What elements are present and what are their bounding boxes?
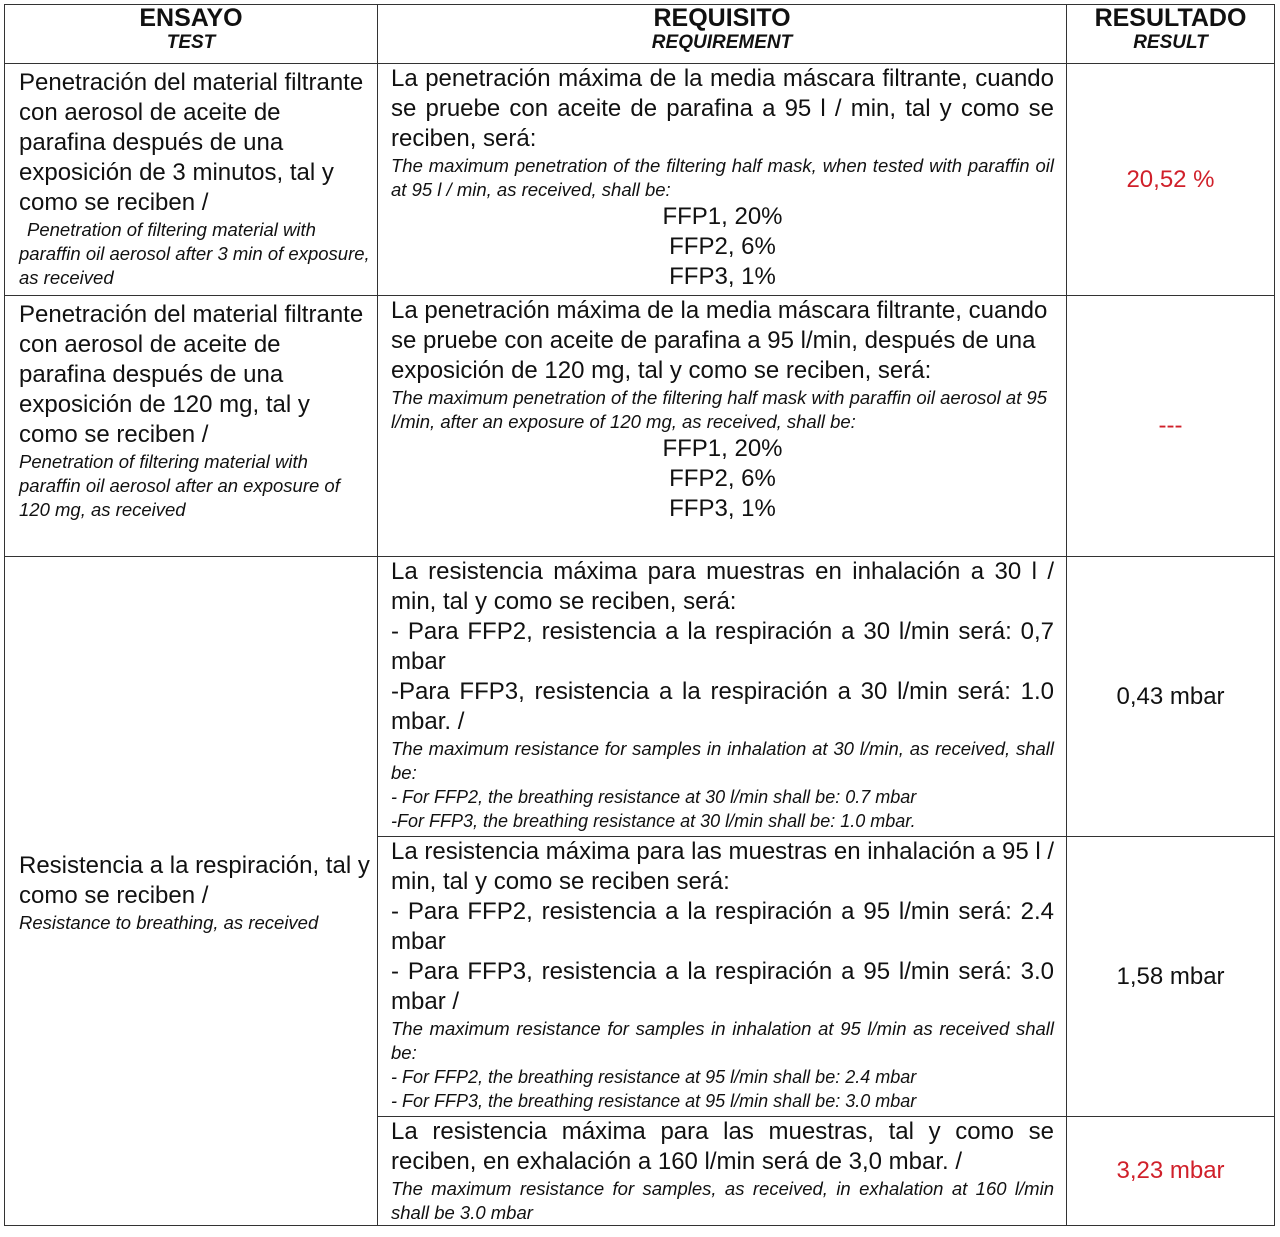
header-row — [5, 5, 1275, 64]
class-ffp1: FFP1, 20% — [662, 435, 783, 462]
result-cell: 20,52 % — [1067, 64, 1275, 296]
requirement-es-line: La resistencia máxima para las muestras en inhalación a 95 l / min, tal y como se reciben será: — [391, 838, 1054, 895]
requirement-es-line: - Para FFP2, resistencia a la respiración a 30 l/min será: 0,7 mbar — [391, 618, 1054, 675]
test-name-en: Penetration of filtering material with paraffin oil aerosol after an exposure of 120 mg, as received — [19, 451, 340, 520]
requirement-es: La penetración máxima de la media máscara filtrante, cuando se pruebe con aceite de parafina a 95 l / min, tal y como se reciben, será: — [391, 65, 1054, 152]
requirement-en-line: The maximum resistance for samples in inhalation at 30 l/min, as received, shall be: — [391, 738, 1054, 783]
requirement-es-line: -Para FFP3, resistencia a la respiración a 30 l/min será: 1.0 mbar. / — [391, 678, 1054, 735]
test-name-es: Penetración del material filtrante con aerosol de aceite de parafina después de una exposición de 120 mg, tal y como se reciben / — [19, 301, 364, 448]
result-cell: 0,43 mbar — [1067, 557, 1275, 837]
requirement-cell — [378, 64, 1067, 296]
result-cell: --- — [1067, 296, 1275, 557]
result-cell: 1,58 mbar — [1067, 837, 1275, 1117]
header-result-es: RESULTADO — [1094, 4, 1247, 32]
requirement-es-line: - Para FFP2, resistencia a la respiración a 95 l/min será: 2.4 mbar — [391, 898, 1054, 955]
test-results-table — [4, 4, 1275, 1226]
header-requirement-en: REQUIREMENT — [651, 32, 793, 53]
requirement-es-line: La resistencia máxima para las muestras, tal y como se reciben, en exhalación a 160 l/min será de 3,0 mbar. / — [391, 1118, 1054, 1175]
header-test — [5, 5, 378, 64]
header-test-en: TEST — [166, 32, 216, 53]
table-row — [5, 557, 1275, 837]
header-requirement — [378, 5, 1067, 64]
requirement-en-line: - For FFP2, the breathing resistance at 95 l/min shall be: 2.4 mbar — [391, 1067, 917, 1087]
requirement-cell — [378, 837, 1067, 1117]
header-requirement-es: REQUISITO — [653, 4, 791, 32]
header-result — [1067, 5, 1275, 64]
header-result-en: RESULT — [1133, 32, 1208, 53]
class-ffp3: FFP3, 1% — [669, 263, 776, 290]
class-ffp1: FFP1, 20% — [662, 203, 783, 230]
test-cell — [5, 64, 378, 296]
requirement-cell — [378, 1117, 1067, 1226]
class-ffp2: FFP2, 6% — [669, 233, 776, 260]
requirement-en: The maximum penetration of the filtering half mask with paraffin oil aerosol at 95 l/min, after an exposure of 120 mg, as received, shall be: — [391, 387, 1048, 432]
test-cell — [5, 557, 378, 1226]
requirement-en-line: The maximum resistance for samples, as received, in exhalation at 160 l/min shall be 3.0 mbar — [391, 1178, 1054, 1223]
header-test-es: ENSAYO — [139, 4, 243, 32]
test-name-en: Resistance to breathing, as received — [19, 912, 319, 933]
test-name-es: Resistencia a la respiración, tal y como se reciben / — [19, 852, 370, 909]
test-name-es: Penetración del material filtrante con aerosol de aceite de parafina después de una exposición de 3 minutos, tal y como se reciben / — [19, 69, 364, 216]
test-name-en: Penetration of filtering material with paraffin oil aerosol after 3 min of exposure, as received — [19, 219, 370, 288]
requirement-en-line: The maximum resistance for samples in inhalation at 95 l/min as received shall be: — [391, 1018, 1054, 1063]
requirement-en-line: -For FFP3, the breathing resistance at 30 l/min shall be: 1.0 mbar. — [391, 811, 916, 831]
test-cell — [5, 296, 378, 557]
requirement-cell — [378, 296, 1067, 557]
requirement-en: The maximum penetration of the filtering half mask, when tested with paraffin oil at 95 l / min, as received, shall be: — [391, 155, 1054, 200]
requirement-cell — [378, 557, 1067, 837]
requirement-en-line: - For FFP2, the breathing resistance at 30 l/min shall be: 0.7 mbar — [391, 787, 917, 807]
table-row — [5, 296, 1275, 557]
class-ffp3: FFP3, 1% — [669, 495, 776, 522]
requirement-en-line: - For FFP3, the breathing resistance at 95 l/min shall be: 3.0 mbar — [391, 1091, 917, 1111]
requirement-es: La penetración máxima de la media máscara filtrante, cuando se pruebe con aceite de parafina a 95 l/min, después de una exposición de 120 mg, tal y como se reciben, será: — [391, 297, 1048, 384]
requirement-es-line: La resistencia máxima para muestras en inhalación a 30 l / min, tal y como se reciben, será: — [391, 558, 1054, 615]
requirement-es-line: - Para FFP3, resistencia a la respiración a 95 l/min será: 3.0 mbar / — [391, 958, 1054, 1015]
result-cell: 3,23 mbar — [1067, 1117, 1275, 1226]
class-ffp2: FFP2, 6% — [669, 465, 776, 492]
table-row — [5, 64, 1275, 296]
